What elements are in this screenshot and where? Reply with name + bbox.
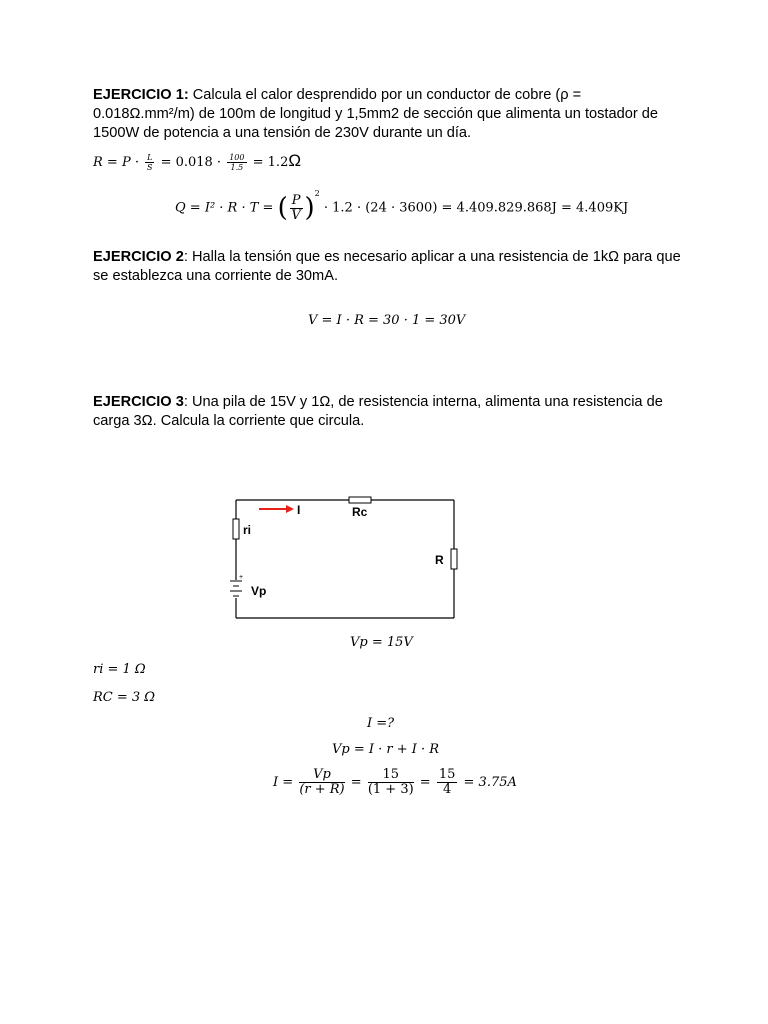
v-denominator: V: [291, 207, 301, 223]
i-unknown: I =?: [367, 716, 395, 731]
ri-label: ri: [243, 523, 252, 537]
load-resistor-rc: [349, 497, 371, 503]
exercise-1-title: EJERCICIO 1:: [93, 87, 189, 103]
r-formula-result: = 1.2: [252, 155, 289, 170]
exercise-1-text: Calcula el calor desprendido por un conductor de cobre (ρ = 0.018Ω.mm²/m) de 100m de longitud y 1,5mm2 de sección que alimenta un tostador de 1500W de potencia a una tensión de 230V durante un día.: [93, 87, 658, 141]
length-numerator: 100: [229, 153, 245, 162]
vp-value: Vp = 15V: [350, 635, 413, 650]
l-numerator: L: [147, 153, 153, 162]
equals-1: =: [350, 775, 362, 790]
current-arrow-head: [286, 505, 294, 513]
r-sum-denominator: (r + R): [299, 782, 345, 797]
q-formula-result: · 1.2 · (24 · 3600) = 4.409.829.868J = 4.409KJ: [323, 200, 629, 216]
r-formula-mid: = 0.018 ·: [160, 155, 222, 170]
r-label: R: [435, 553, 444, 567]
battery-plus-sign: +: [239, 574, 244, 581]
ri-value: ri = 1 Ω: [93, 662, 146, 677]
fifteen-numerator-2: 15: [438, 767, 456, 782]
voltage-formula: V = I · R = 30 · 1 = 30V: [308, 313, 466, 328]
q-formula-lhs: Q = I² · R · T =: [175, 200, 274, 216]
exercise-2-title: EJERCICIO 2: [93, 249, 184, 265]
current-formula: [273, 768, 517, 797]
rc-label: Rc: [352, 505, 368, 519]
rc-value: RC = 3 Ω: [93, 690, 156, 705]
four-denominator: 4: [442, 782, 452, 797]
r-formula-lhs: R = P ·: [93, 155, 139, 170]
fifteen-over-four-fraction: [437, 768, 458, 797]
resistor-r: [451, 549, 457, 569]
current-label: I: [297, 503, 301, 517]
open-paren: (: [277, 193, 288, 223]
section-denominator: 1.5: [230, 163, 244, 172]
i-formula-lhs: I =: [273, 775, 294, 790]
exercise-3-title: EJERCICIO 3: [93, 394, 184, 410]
current-result: = 3.75A: [463, 775, 517, 790]
exercise-2-text: : Halla la tensión que es necesario aplicar a una resistencia de 1kΩ para que se establezca una corriente de 30mA.: [93, 249, 681, 284]
ohm-unit: Ω: [288, 151, 302, 170]
exercise-3-text: : Una pila de 15V y 1Ω, de resistencia interna, alimenta una resistencia de carga 3Ω. Calcula la corriente que circula.: [93, 394, 663, 429]
internal-resistor-ri: [233, 519, 239, 539]
kirchhoff-equation: Vp = I · r + I · R: [332, 742, 440, 757]
vp-numerator: Vp: [299, 768, 344, 783]
p-numerator: P: [291, 192, 301, 208]
s-denominator: S: [147, 163, 153, 172]
vp-label: Vp: [251, 584, 267, 598]
close-paren: ): [304, 193, 315, 223]
one-plus-three-denominator: (1 + 3): [367, 782, 414, 797]
fifteen-numerator-1: 15: [368, 768, 414, 783]
square-exponent: 2: [314, 189, 320, 199]
equals-2: =: [419, 775, 431, 790]
fifteen-over-sum-fraction: [368, 768, 414, 797]
vp-over-r-fraction: [299, 768, 344, 797]
